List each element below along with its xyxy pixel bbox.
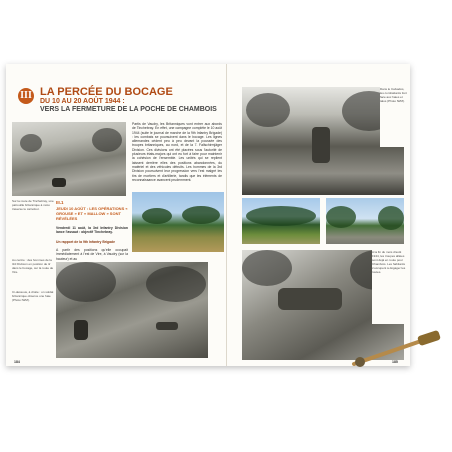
photo-road-color bbox=[326, 198, 404, 244]
section-number: III.1 bbox=[56, 200, 64, 205]
caption-right-bottom: A la fin du mois d'août 1944, les troupes alliées sont déjà en route pour Chambois. Les habitants s'occupent à dégager les routes. bbox=[372, 250, 406, 324]
page-number-right: 185 bbox=[392, 360, 398, 364]
rifle-grenade-artifact bbox=[348, 330, 452, 372]
photo-field-color-1 bbox=[242, 198, 320, 244]
caption-right-top: Dans le Calvados, les combattants font face aux haies et talus (Photo IWM). bbox=[380, 87, 408, 147]
page-number-left: 184 bbox=[14, 360, 20, 364]
section-body: A partir des positions qu'elle occupait immédiatement à l'est de Vire, à Vaudry (sur la hauteur) et au bbox=[56, 248, 128, 261]
section-heading: JEUDI 10 AOÛT : LES OPÉRATIONS « GROUSE » ET « MALLOW » SONT RÉVÉLÉES bbox=[56, 206, 128, 221]
soldier-shape bbox=[74, 320, 88, 340]
chapter-title: LA PERCÉE DU BOCAGE bbox=[40, 86, 173, 98]
chapter-subtitle: DU 10 AU 20 AOÛT 1944 : bbox=[40, 98, 125, 105]
caption-left-mid: Au centre : des hommes de la 3rd Division en position de tir dans le bocage, sur la route de Vire. bbox=[12, 258, 54, 274]
chapter-numeral-badge: III bbox=[18, 88, 34, 104]
caption-left-top: Sur la route de Tinchebray, une patrouille britannique à moto traverse le carrefour. bbox=[12, 199, 54, 211]
artifact-base bbox=[355, 357, 365, 367]
photo-countryside-color bbox=[132, 192, 224, 252]
soldier-group-shape bbox=[278, 288, 342, 310]
motorcycle-shape bbox=[52, 178, 66, 187]
article-body: Partis de Vaudry, les Britanniques vont entrer aux abords de Tinchebray. En effet, une campagne complète le 10 août 1944 (suite le journal de marche de la 9th Infantry Brigade) : les combats se poursuivent dans le bocage. Les lignes allemandes cèdent peu à peu devant la poussée des troupes britanniques, au nord, et de la 7. Fallschirmjäger Division. Ces divisions ont été placées sous l'autorité de plusieurs états-majors qui ont eu fort à faire pour maintenir la cohésion de l'ensemble. Les unités qui se replient laissent derrière elles des positions abandonnées, du matériel et des véhicules détruits. Les hommes de la 3rd Division poursuivent leur progression vers l'est malgré les tirs de mortiers et d'artillerie, tandis que les éléments de reconnaissance avancent prudemment. bbox=[132, 122, 222, 182]
chapter-subtitle-2: VERS LA FERMETURE DE LA POCHE DE CHAMBOIS bbox=[40, 106, 217, 113]
book-gutter bbox=[226, 64, 227, 366]
soldier-ruins-shape bbox=[312, 127, 330, 163]
section-lead: Vendredi 11 août, la 3rd Infantry Division lance l'assaut : objectif Tinchebray. bbox=[56, 226, 128, 235]
photo-motorcycle-patrol bbox=[12, 122, 126, 196]
photo-soldiers-hedgerow bbox=[56, 262, 208, 358]
artifact-head bbox=[417, 330, 441, 346]
soldier-shape-2 bbox=[156, 322, 178, 330]
caption-left-bottom: Ci-dessous, à droite : un soldat britannique observe une haie (Photo IWM). bbox=[12, 290, 54, 302]
section-subhead: Un rapport de la 9th Infantry Brigade bbox=[56, 240, 115, 244]
